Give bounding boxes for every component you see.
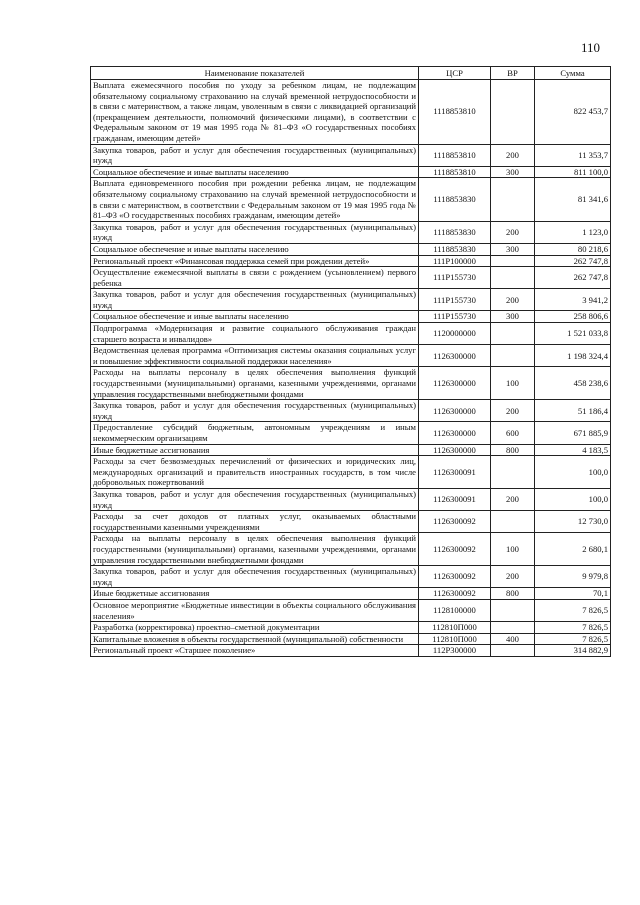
cell-name: Предоставление субсидий бюджетным, автономным учреждениям и иным некоммерческим организациям [91,422,419,444]
cell-sum: 2 680,1 [535,533,611,566]
cell-csr: 1118853830 [419,221,491,243]
cell-name: Выплата единовременного пособия при рождении ребенка лицам, не подлежащим обязательному социальному страхованию на случай временной нетрудоспособности и в связи с материнством, в соответствии с Федеральным законом от 19 мая 1995 года № 81–ФЗ «О государственных пособиях гражданам, имеющим детей» [91,178,419,221]
cell-vr: 200 [491,400,535,422]
cell-csr: 1126300092 [419,588,491,600]
cell-csr: 1118853810 [419,80,491,145]
cell-vr [491,323,535,345]
cell-sum: 262 747,8 [535,255,611,267]
cell-vr: 300 [491,311,535,323]
cell-vr: 200 [491,566,535,588]
cell-vr: 800 [491,588,535,600]
cell-sum: 258 806,6 [535,311,611,323]
cell-vr [491,599,535,621]
cell-csr: 1126300000 [419,367,491,400]
page-number: 110 [580,40,600,55]
table-row [91,255,611,267]
cell-name: Расходы за счет доходов от платных услуг, оказываемых областными государственными казенными учреждениями [91,511,419,533]
cell-sum: 7 826,5 [535,622,611,634]
cell-csr: 112810П000 [419,633,491,645]
table-row [91,345,611,367]
header-vr: ВР [491,67,535,80]
cell-name: Осуществление ежемесячной выплаты в связи с рождением (усыновлением) первого ребенка [91,267,419,289]
cell-sum: 314 882,9 [535,645,611,657]
table-row [91,144,611,166]
cell-sum: 822 453,7 [535,80,611,145]
cell-csr: 112P300000 [419,645,491,657]
cell-vr: 300 [491,243,535,255]
table-row [91,488,611,510]
cell-vr: 200 [491,488,535,510]
cell-sum: 12 730,0 [535,511,611,533]
table-row [91,178,611,221]
cell-vr [491,267,535,289]
cell-name: Основное мероприятие «Бюджетные инвестиции в объекты социального обслуживания населения» [91,599,419,621]
cell-sum: 100,0 [535,456,611,489]
cell-vr [491,622,535,634]
cell-sum: 70,1 [535,588,611,600]
table-row [91,599,611,621]
cell-vr: 200 [491,221,535,243]
header-sum: Сумма [535,67,611,80]
cell-name: Социальное обеспечение и иные выплаты населению [91,311,419,323]
cell-sum: 458 238,6 [535,367,611,400]
table-row [91,221,611,243]
cell-name: Расходы на выплаты персоналу в целях обеспечения выполнения функций государственными (муниципальными) органами, казенными учреждениями, органами управления государственными внебюджетными фондами [91,533,419,566]
cell-name: Капитальные вложения в объекты государственной (муниципальной) собственности [91,633,419,645]
cell-vr [491,255,535,267]
cell-name: Социальное обеспечение и иные выплаты населению [91,166,419,178]
table-row [91,588,611,600]
cell-csr: 1118853810 [419,166,491,178]
table-row [91,166,611,178]
cell-sum: 80 218,6 [535,243,611,255]
table-row [91,533,611,566]
cell-name: Закупка товаров, работ и услуг для обеспечения государственных (муниципальных) нужд [91,488,419,510]
cell-csr: 1118853830 [419,243,491,255]
cell-vr: 200 [491,144,535,166]
cell-vr: 100 [491,533,535,566]
cell-sum: 811 100,0 [535,166,611,178]
cell-vr: 300 [491,166,535,178]
cell-name: Закупка товаров, работ и услуг для обеспечения государственных (муниципальных) нужд [91,221,419,243]
cell-vr [491,178,535,221]
cell-name: Закупка товаров, работ и услуг для обеспечения государственных (муниципальных) нужд [91,400,419,422]
cell-csr: 112810П000 [419,622,491,634]
cell-csr: 111P155730 [419,267,491,289]
cell-name: Региональный проект «Финансовая поддержка семей при рождении детей» [91,255,419,267]
cell-csr: 1126300092 [419,511,491,533]
table-row [91,80,611,145]
cell-name: Закупка товаров, работ и услуг для обеспечения государственных (муниципальных) нужд [91,144,419,166]
cell-vr: 200 [491,289,535,311]
table-row [91,400,611,422]
cell-name: Выплата ежемесячного пособия по уходу за ребенком лицам, не подлежащим обязательному социальному страхованию на случай временной нетрудоспособности и в связи с материнством, а также лицам, уволенным в связи с ликвидацией организаций (прекращением деятельности, полномочий физическими лицами), в соответствии с Федеральным законом от 19 мая 1995 года № 81–ФЗ «О государственных пособиях гражданам, имеющим детей» [91,80,419,145]
cell-name: Иные бюджетные ассигнования [91,588,419,600]
table-row [91,444,611,456]
cell-sum: 671 885,9 [535,422,611,444]
cell-csr: 1126300000 [419,345,491,367]
cell-vr [491,645,535,657]
cell-name: Иные бюджетные ассигнования [91,444,419,456]
cell-vr [491,80,535,145]
cell-sum: 1 198 324,4 [535,345,611,367]
table-row [91,422,611,444]
cell-csr: 1126300091 [419,456,491,489]
cell-vr: 100 [491,367,535,400]
cell-vr: 800 [491,444,535,456]
table-row [91,267,611,289]
cell-csr: 1128100000 [419,599,491,621]
cell-name: Разработка (корректировка) проектно–сметной документации [91,622,419,634]
table-row [91,289,611,311]
budget-table [90,66,611,657]
table-row [91,566,611,588]
cell-csr: 1126300092 [419,566,491,588]
cell-sum: 7 826,5 [535,633,611,645]
cell-vr: 400 [491,633,535,645]
cell-csr: 1126300000 [419,400,491,422]
cell-sum: 9 979,8 [535,566,611,588]
cell-sum: 4 183,5 [535,444,611,456]
cell-name: Закупка товаров, работ и услуг для обеспечения государственных (муниципальных) нужд [91,566,419,588]
cell-vr [491,511,535,533]
cell-csr: 1118853810 [419,144,491,166]
table-row [91,645,611,657]
table-row [91,367,611,400]
cell-csr: 1126300000 [419,422,491,444]
cell-sum: 100,0 [535,488,611,510]
header-csr: ЦСР [419,67,491,80]
table-row [91,622,611,634]
cell-name: Расходы на выплаты персоналу в целях обеспечения выполнения функций государственными (муниципальными) органами, казенными учреждениями, органами управления государственными внебюджетными фондами [91,367,419,400]
table-row [91,511,611,533]
cell-sum: 1 123,0 [535,221,611,243]
cell-csr: 1126300000 [419,444,491,456]
cell-sum: 7 826,5 [535,599,611,621]
cell-vr [491,345,535,367]
cell-sum: 81 341,6 [535,178,611,221]
cell-name: Подпрограмма «Модернизация и развитие социального обслуживания граждан старшего возраста и инвалидов» [91,323,419,345]
cell-name: Закупка товаров, работ и услуг для обеспечения государственных (муниципальных) нужд [91,289,419,311]
cell-vr: 600 [491,422,535,444]
table-row [91,456,611,489]
cell-csr: 1118853830 [419,178,491,221]
cell-sum: 11 353,7 [535,144,611,166]
table-body [91,80,611,657]
cell-csr: 1126300091 [419,488,491,510]
cell-sum: 262 747,8 [535,267,611,289]
cell-name: Социальное обеспечение и иные выплаты населению [91,243,419,255]
table-row [91,323,611,345]
table-row [91,633,611,645]
cell-csr: 1126300092 [419,533,491,566]
header-name: Наименование показателей [91,67,419,80]
cell-csr: 111P155730 [419,289,491,311]
cell-sum: 51 186,4 [535,400,611,422]
cell-name: Региональный проект «Старшее поколение» [91,645,419,657]
cell-name: Ведомственная целевая программа «Оптимизация системы оказания социальных услуг и повышение эффективности социальной поддержки населения» [91,345,419,367]
cell-sum: 3 941,2 [535,289,611,311]
table-header-row [91,67,611,80]
table-row [91,311,611,323]
cell-csr: 111P155730 [419,311,491,323]
cell-csr: 111P100000 [419,255,491,267]
cell-vr [491,456,535,489]
cell-csr: 1120000000 [419,323,491,345]
table-row [91,243,611,255]
cell-sum: 1 521 033,8 [535,323,611,345]
cell-name: Расходы за счет безвозмездных перечислений от физических и юридических лиц, международных организаций и правительств иностранных государств, в том числе добровольных пожертвований [91,456,419,489]
